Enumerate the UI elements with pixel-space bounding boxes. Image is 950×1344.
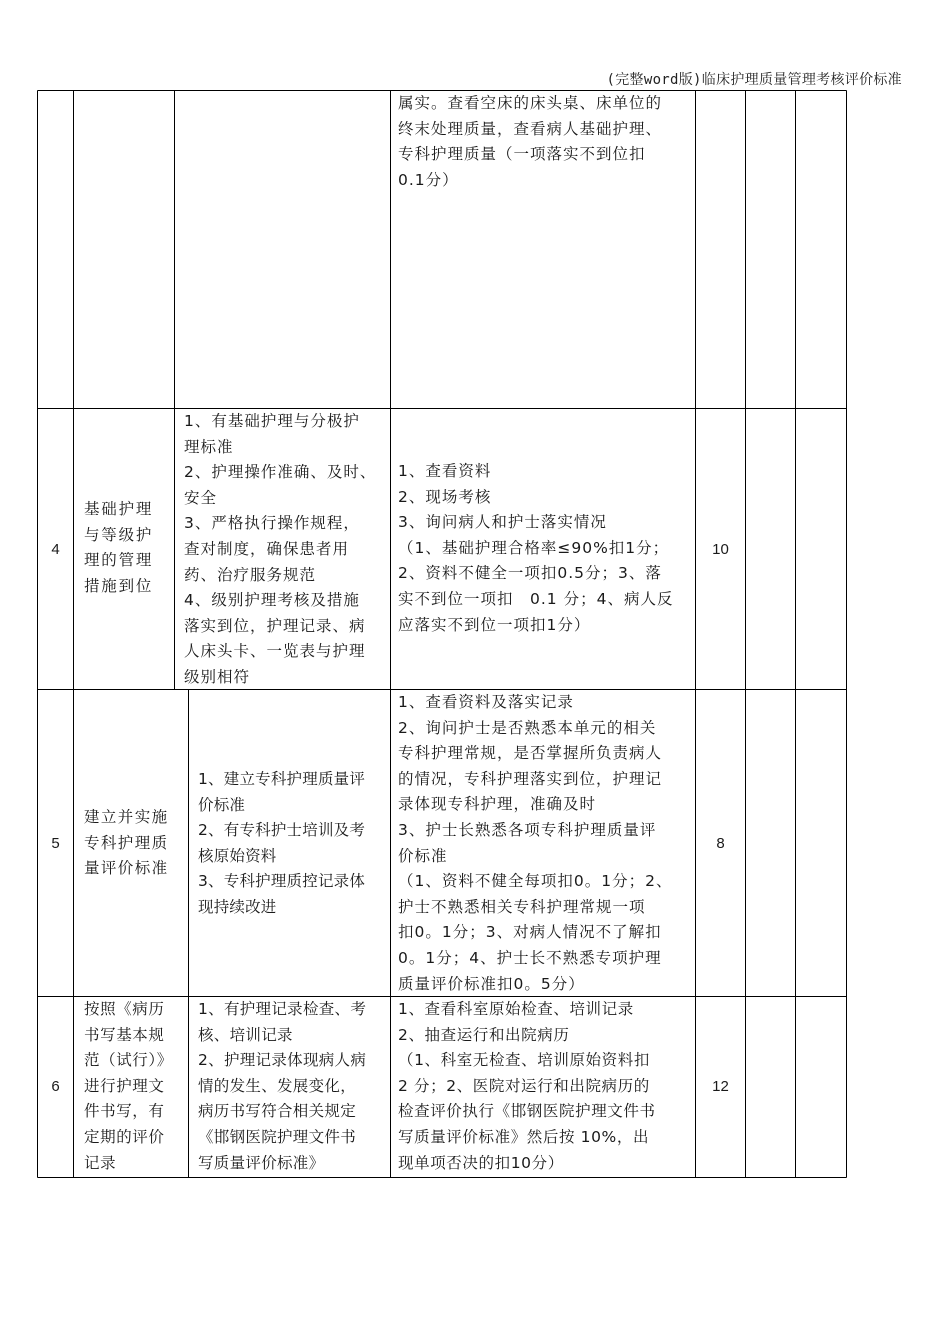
table-row-1-method: 1、查看资料 2、现场考核 3、询问病人和护士落实情况 （1、基础护理合格率≤90%扣1分； 2、资料不健全一项扣0.5分；3、落 实不到位一项扣 0.1 分；4、病人反 应落实不到位一项扣1分）	[398, 462, 674, 634]
table-row-3-number: 6	[51, 1078, 60, 1095]
table-row-3-item: 按照《病历 书写基本规 范（试行）》 进行护理文 件书写，有 定期的评价 记录	[84, 1000, 173, 1172]
table-row-2-score: 8	[716, 835, 725, 852]
document-header: (完整word版)临床护理质量管理考核评价标准	[606, 72, 902, 88]
table-row-2-method: 1、查看资料及落实记录 2、询问护士是否熟悉本单元的相关 专科护理常规，是否掌握所负责病人 的情况，专科护理落实到位，护理记 录体现专科护理，准确及时 3、护士长熟悉各项专科护理质量评 价标准 （1、资料不健全每项扣0。1分；2、 护士不熟悉相关专科护理常规一项 扣0。1分；3、对病人情况不了解扣 0。1分；4、护士长不熟悉专项护理 质量评价标准扣0。5分）	[398, 693, 673, 993]
table-row-0-method: 属实。查看空床的床头桌、床单位的 终末处理质量，查看病人基础护理、 专科护理质量（一项落实不到位扣 0.1分）	[398, 94, 663, 189]
table-row-3-method: 1、查看科室原始检查、培训记录 2、抽查运行和出院病历 （1、科室无检查、培训原始资料扣 2 分；2、医院对运行和出院病历的 检查评价执行《邯钢医院护理文件书 写质量评价标准》然后按 10%，出 现单项否决的扣10分）	[398, 1000, 656, 1172]
table-row-1-number: 4	[51, 541, 60, 558]
table-row-3-score: 12	[712, 1078, 729, 1095]
table-row-1-item: 基础护理 与等级护 理的管理 措施到位	[84, 500, 154, 595]
table-row-2-item: 建立并实施 专科护理质 量评价标准	[84, 808, 169, 878]
table-row-2-requirements: 1、建立专科护理质量评 价标准 2、有专科护士培训及考 核原始资料 3、专科护理质控记录体 现持续改进	[198, 770, 366, 916]
table-row-2-number: 5	[51, 835, 60, 852]
table-row-1-requirements: 1、有基础护理与分极护 理标准 2、护理操作准确、及时、 安全 3、严格执行操作规程， 查对制度，确保患者用 药、治疗服务规范 4、级别护理考核及措施 落实到位，护理记录、病 人床头卡、一览表与护理 级别相符	[184, 412, 377, 686]
table-row-3-requirements: 1、有护理记录检查、考 核、培训记录 2、护理记录体现病人病 情的发生、发展变化， 病历书写符合相关规定 《邯钢医院护理文件书 写质量评价标准》	[198, 1000, 367, 1172]
table-row-1-score: 10	[712, 541, 729, 558]
